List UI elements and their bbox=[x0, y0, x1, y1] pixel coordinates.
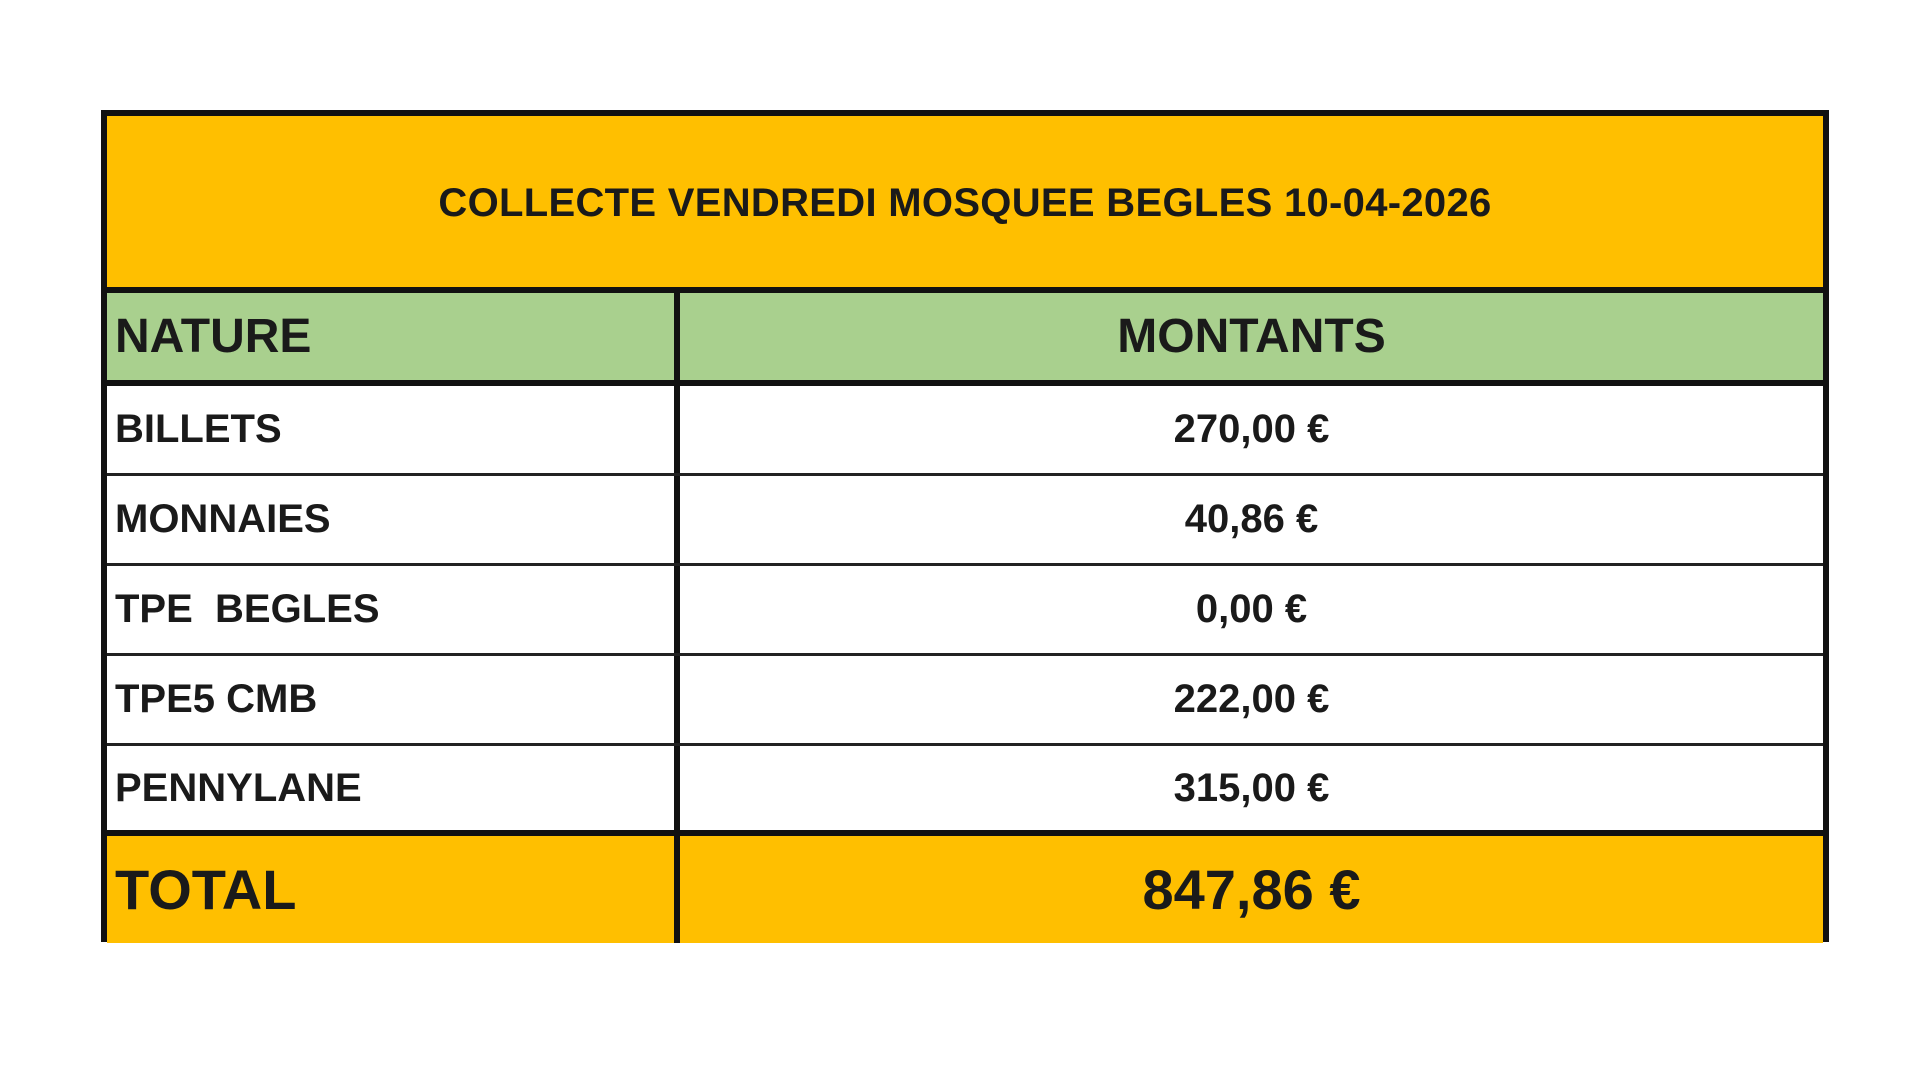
nature-cell: BILLETS bbox=[107, 386, 680, 473]
table-title: COLLECTE VENDREDI MOSQUEE BEGLES 10-04-2026 bbox=[438, 181, 1492, 225]
table-title-row bbox=[107, 116, 1823, 293]
table-row bbox=[107, 746, 1823, 836]
montant-cell: 222,00 € bbox=[1173, 677, 1330, 721]
nature-cell: MONNAIES bbox=[107, 476, 680, 563]
table-row bbox=[107, 656, 1823, 746]
table-row bbox=[107, 476, 1823, 566]
nature-cell: TPE5 CMB bbox=[107, 656, 680, 743]
nature-cell: PENNYLANE bbox=[107, 746, 680, 830]
montant-cell: 40,86 € bbox=[1184, 497, 1319, 541]
total-label: TOTAL bbox=[107, 836, 680, 943]
table-row bbox=[107, 386, 1823, 476]
table-row bbox=[107, 566, 1823, 656]
montant-cell: 270,00 € bbox=[1173, 407, 1330, 451]
table-body bbox=[107, 293, 1823, 943]
column-header-montants: MONTANTS bbox=[1117, 310, 1386, 363]
total-amount: 847,86 € bbox=[1142, 858, 1361, 921]
column-header-nature: NATURE bbox=[107, 293, 680, 380]
montant-cell: 0,00 € bbox=[1195, 587, 1308, 631]
collection-table bbox=[101, 110, 1829, 942]
nature-cell: TPE BEGLES bbox=[107, 566, 680, 653]
montant-cell: 315,00 € bbox=[1173, 765, 1330, 810]
column-header-row bbox=[107, 293, 1823, 386]
total-row bbox=[107, 836, 1823, 943]
